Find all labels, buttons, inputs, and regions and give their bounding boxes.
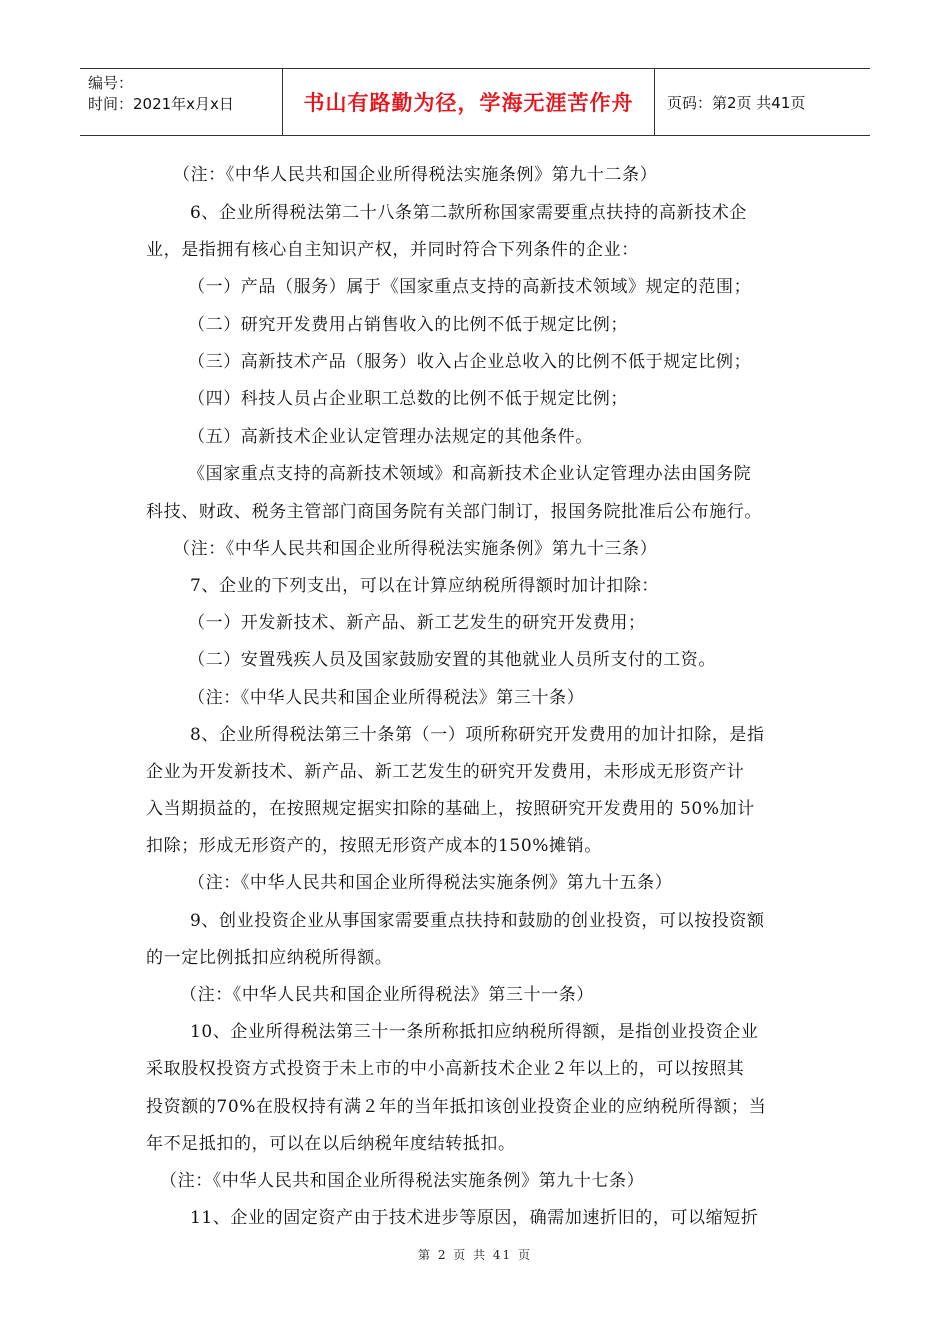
- text-line: （注：《中华人民共和国企业所得税法实施条例》第九十七条）: [160, 1171, 645, 1191]
- page-header: [80, 68, 870, 136]
- text-line: 企业为开发新技术、新产品、新工艺发生的研究开发费用，未形成无形资产计: [146, 762, 745, 782]
- text-line: （一）开发新技术、新产品、新工艺发生的研究开发费用；: [188, 613, 646, 633]
- header-motto: 书山有路勤为径，学海无涯苦作舟: [303, 91, 634, 115]
- text-line: （四）科技人员占企业职工总数的比例不低于规定比例；: [188, 389, 628, 409]
- text-line: 年不足抵扣的，可以在以后纳税年度结转抵扣。: [146, 1134, 516, 1154]
- text-line: （注：《中华人民共和国企业所得税法》第三十一条）: [180, 985, 594, 1005]
- text-line: （注：《中华人民共和国企业所得税法实施条例》第九十三条）: [173, 539, 658, 559]
- text-line: 10、企业所得税法第三十一条所称抵扣应纳税所得额，是指创业投资企业: [190, 1022, 759, 1042]
- text-line: 11、企业的固定资产由于技术进步等原因，确需加速折旧的，可以缩短折: [190, 1208, 759, 1228]
- text-line: （三）高新技术产品（服务）收入占企业总收入的比例不低于规定比例；: [188, 352, 752, 372]
- text-line: （二）安置残疾人员及国家鼓励安置的其他就业人员所支付的工资。: [188, 650, 716, 670]
- text-line: 投资额的70%在股权持有满２年的当年抵扣该创业投资企业的应纳税所得额；当: [146, 1097, 767, 1117]
- document-date: 时间：2021年x月x日: [88, 95, 234, 113]
- text-line: 6、企业所得税法第二十八条第二款所称国家需要重点扶持的高新技术企: [190, 203, 748, 223]
- text-line: 8、企业所得税法第三十条第（一）项所称研究开发费用的加计扣除，是指: [190, 725, 765, 745]
- header-meta: [80, 69, 283, 135]
- document-number-label: 编号：: [88, 74, 134, 92]
- text-line: （注：《中华人民共和国企业所得税法实施条例》第九十五条）: [188, 873, 673, 893]
- text-line: 的一定比例抵扣应纳税所得额。: [146, 948, 393, 968]
- text-line: 扣除；形成无形资产的，按照无形资产成本的150%摊销。: [146, 836, 602, 856]
- text-line: 《国家重点支持的高新技术领域》和高新技术企业认定管理办法由国务院: [188, 464, 752, 484]
- text-line: （五）高新技术企业认定管理办法规定的其他条件。: [188, 427, 593, 447]
- text-line: 采取股权投资方式投资于未上市的中小高新技术企业２年以上的，可以按照其: [146, 1059, 745, 1079]
- text-line: （一）产品（服务）属于《国家重点支持的高新技术领域》规定的范围；: [188, 277, 752, 297]
- text-line: 业，是指拥有核心自主知识产权，并同时符合下列条件的企业：: [146, 240, 639, 260]
- text-line: （注：《中华人民共和国企业所得税法》第三十条）: [188, 688, 585, 708]
- text-line: （注：《中华人民共和国企业所得税法实施条例》第九十二条）: [173, 165, 658, 185]
- header-page-info: 页码：第2页 共41页: [667, 93, 806, 112]
- text-line: 9、创业投资企业从事国家需要重点扶持和鼓励的创业投资，可以按投资额: [190, 911, 765, 931]
- text-line: 科技、财政、税务主管部门商国务院有关部门制订，报国务院批准后公布施行。: [146, 502, 762, 522]
- header-motto-cell: [283, 69, 655, 135]
- page-footer: 第 2 页 共 41 页: [418, 1248, 532, 1262]
- text-line: （二）研究开发费用占销售收入的比例不低于规定比例；: [188, 315, 628, 335]
- text-line: 入当期损益的，在按照规定据实扣除的基础上，按照研究开发费用的 50%加计: [146, 799, 755, 819]
- text-line: 7、企业的下列支出，可以在计算应纳税所得额时加计扣除：: [190, 576, 660, 596]
